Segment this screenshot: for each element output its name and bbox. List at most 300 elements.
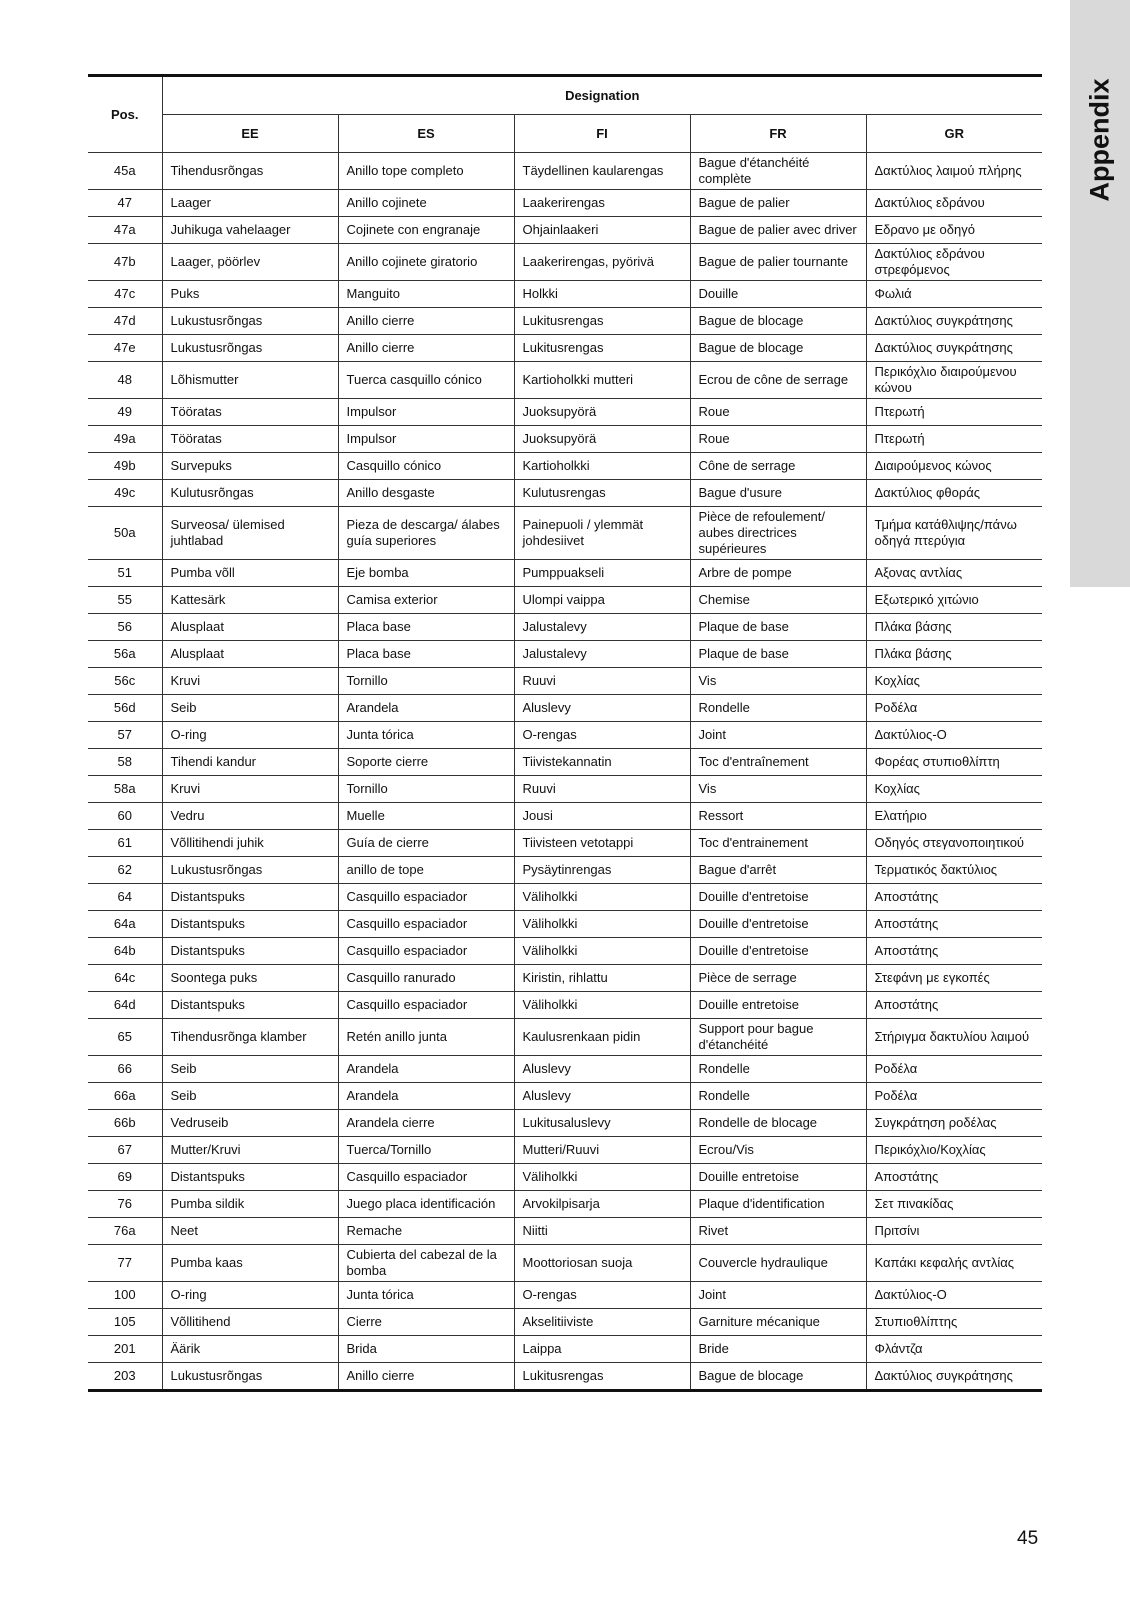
fi-cell: Ohjainlaakeri: [514, 217, 690, 244]
table-row: [88, 426, 1042, 453]
table-row: [88, 335, 1042, 362]
fr-cell: Joint: [690, 1282, 866, 1309]
table-row: [88, 1309, 1042, 1336]
fi-cell: Holkki: [514, 281, 690, 308]
fi-cell: Kartioholkki: [514, 453, 690, 480]
fi-cell: Täydellinen kaularengas: [514, 153, 690, 190]
gr-cell: Δακτύλιος συγκράτησης: [866, 1363, 1042, 1391]
ee-cell: Tihendi kandur: [162, 749, 338, 776]
ee-cell: Äärik: [162, 1336, 338, 1363]
fi-cell: Tiivistekannatin: [514, 749, 690, 776]
gr-cell: Οδηγός στεγανοποιητικού: [866, 830, 1042, 857]
pos-header: Pos.: [88, 76, 162, 153]
es-cell: Casquillo espaciador: [338, 884, 514, 911]
fr-cell: Bague d'usure: [690, 480, 866, 507]
es-cell: Casquillo ranurado: [338, 965, 514, 992]
ee-cell: Kruvi: [162, 776, 338, 803]
gr-cell: Πτερωτή: [866, 426, 1042, 453]
fr-cell: Rondelle: [690, 695, 866, 722]
fr-cell: Plaque de base: [690, 641, 866, 668]
fi-cell: Juoksupyörä: [514, 426, 690, 453]
es-cell: Muelle: [338, 803, 514, 830]
table-row: [88, 560, 1042, 587]
gr-cell: Αξονας αντλίας: [866, 560, 1042, 587]
gr-cell: Δακτύλιος φθοράς: [866, 480, 1042, 507]
fr-cell: Bague d'arrêt: [690, 857, 866, 884]
gr-cell: Αποστάτης: [866, 884, 1042, 911]
es-cell: Casquillo cónico: [338, 453, 514, 480]
es-cell: Impulsor: [338, 399, 514, 426]
pos-cell: 66b: [88, 1110, 162, 1137]
es-cell: Anillo cojinete: [338, 190, 514, 217]
table-row: [88, 217, 1042, 244]
fr-cell: Arbre de pompe: [690, 560, 866, 587]
ee-cell: Seib: [162, 695, 338, 722]
gr-cell: Πλάκα βάσης: [866, 614, 1042, 641]
table-row: [88, 830, 1042, 857]
table-row: [88, 1282, 1042, 1309]
ee-cell: O-ring: [162, 722, 338, 749]
column-header-fi: FI: [514, 115, 690, 153]
fr-cell: Bague de palier: [690, 190, 866, 217]
pos-cell: 58: [88, 749, 162, 776]
table-row: [88, 190, 1042, 217]
pos-cell: 61: [88, 830, 162, 857]
es-cell: Tuerca casquillo cónico: [338, 362, 514, 399]
table-row: [88, 1245, 1042, 1282]
gr-cell: Συγκράτηση ροδέλας: [866, 1110, 1042, 1137]
gr-cell: Σετ πινακίδας: [866, 1191, 1042, 1218]
table-row: [88, 453, 1042, 480]
column-header-fr: FR: [690, 115, 866, 153]
gr-cell: Δακτύλιος εδράνου: [866, 190, 1042, 217]
table-row: [88, 695, 1042, 722]
fr-cell: Douille entretoise: [690, 992, 866, 1019]
pos-cell: 56c: [88, 668, 162, 695]
fr-cell: Rondelle: [690, 1056, 866, 1083]
fr-cell: Rivet: [690, 1218, 866, 1245]
fi-cell: Lukitusrengas: [514, 335, 690, 362]
pos-cell: 49b: [88, 453, 162, 480]
gr-cell: Ροδέλα: [866, 1056, 1042, 1083]
fi-cell: Lukitusrengas: [514, 308, 690, 335]
gr-cell: Πλάκα βάσης: [866, 641, 1042, 668]
table-row: [88, 614, 1042, 641]
gr-cell: Αποστάτης: [866, 911, 1042, 938]
ee-cell: Seib: [162, 1083, 338, 1110]
fr-cell: Chemise: [690, 587, 866, 614]
pos-cell: 64d: [88, 992, 162, 1019]
ee-cell: Neet: [162, 1218, 338, 1245]
fr-cell: Douille d'entretoise: [690, 938, 866, 965]
gr-cell: Εξωτερικό χιτώνιο: [866, 587, 1042, 614]
pos-cell: 65: [88, 1019, 162, 1056]
es-cell: Arandela: [338, 1056, 514, 1083]
fr-cell: Support pour bague d'étanchéité: [690, 1019, 866, 1056]
pos-cell: 47b: [88, 244, 162, 281]
fr-cell: Toc d'entrainement: [690, 830, 866, 857]
es-cell: Casquillo espaciador: [338, 911, 514, 938]
ee-cell: Lõhismutter: [162, 362, 338, 399]
fr-cell: Vis: [690, 668, 866, 695]
fr-cell: Cône de serrage: [690, 453, 866, 480]
fi-cell: Jousi: [514, 803, 690, 830]
fi-cell: Aluslevy: [514, 1056, 690, 1083]
es-cell: Cierre: [338, 1309, 514, 1336]
fi-cell: Pysäytinrengas: [514, 857, 690, 884]
table-row: [88, 911, 1042, 938]
fr-cell: Ressort: [690, 803, 866, 830]
gr-cell: Αποστάτης: [866, 992, 1042, 1019]
pos-cell: 57: [88, 722, 162, 749]
es-cell: Eje bomba: [338, 560, 514, 587]
ee-cell: Distantspuks: [162, 1164, 338, 1191]
fr-cell: Bague de palier tournante: [690, 244, 866, 281]
es-cell: Manguito: [338, 281, 514, 308]
ee-cell: Kulutusrõngas: [162, 480, 338, 507]
es-cell: Cubierta del cabezal de la bomba: [338, 1245, 514, 1282]
page-number: 45: [1017, 1528, 1039, 1549]
appendix-label: Appendix: [1084, 78, 1115, 202]
table-row: [88, 153, 1042, 190]
ee-cell: Seib: [162, 1056, 338, 1083]
pos-cell: 77: [88, 1245, 162, 1282]
pos-cell: 47d: [88, 308, 162, 335]
column-header-ee: EE: [162, 115, 338, 153]
column-header-es: ES: [338, 115, 514, 153]
ee-cell: Mutter/Kruvi: [162, 1137, 338, 1164]
table-row: [88, 1056, 1042, 1083]
gr-cell: Φωλιά: [866, 281, 1042, 308]
ee-cell: Alusplaat: [162, 641, 338, 668]
pos-cell: 56d: [88, 695, 162, 722]
es-cell: Impulsor: [338, 426, 514, 453]
ee-cell: O-ring: [162, 1282, 338, 1309]
pos-cell: 100: [88, 1282, 162, 1309]
ee-cell: Pumba võll: [162, 560, 338, 587]
fi-cell: Tiivisteen vetotappi: [514, 830, 690, 857]
table-row: [88, 1137, 1042, 1164]
fr-cell: Vis: [690, 776, 866, 803]
gr-cell: Φορέας στυπιοθλίπτη: [866, 749, 1042, 776]
ee-cell: Tööratas: [162, 426, 338, 453]
es-cell: Placa base: [338, 641, 514, 668]
fi-cell: Jalustalevy: [514, 614, 690, 641]
es-cell: Retén anillo junta: [338, 1019, 514, 1056]
gr-cell: Περικόχλιο διαιρούμενου κώνου: [866, 362, 1042, 399]
fr-cell: Pièce de refoulement/ aubes directrices supérieures: [690, 507, 866, 560]
pos-cell: 76a: [88, 1218, 162, 1245]
fr-cell: Garniture mécanique: [690, 1309, 866, 1336]
fr-cell: Douille: [690, 281, 866, 308]
fi-cell: Painepuoli / ylemmät johdesiivet: [514, 507, 690, 560]
es-cell: Guía de cierre: [338, 830, 514, 857]
ee-cell: Vedru: [162, 803, 338, 830]
gr-cell: Δακτύλιος συγκράτησης: [866, 308, 1042, 335]
pos-cell: 62: [88, 857, 162, 884]
es-cell: Anillo desgaste: [338, 480, 514, 507]
fi-cell: Lukitusaluslevy: [514, 1110, 690, 1137]
table-header: [88, 76, 1042, 153]
table-row: [88, 641, 1042, 668]
es-cell: Casquillo espaciador: [338, 992, 514, 1019]
fr-cell: Rondelle de blocage: [690, 1110, 866, 1137]
table-row: [88, 965, 1042, 992]
pos-cell: 55: [88, 587, 162, 614]
ee-cell: Võllitihend: [162, 1309, 338, 1336]
gr-cell: Στεφάνη με εγκοπές: [866, 965, 1042, 992]
ee-cell: Võllitihendi juhik: [162, 830, 338, 857]
gr-cell: Αποστάτης: [866, 938, 1042, 965]
fr-cell: Roue: [690, 399, 866, 426]
fi-cell: Ulompi vaippa: [514, 587, 690, 614]
table-row: [88, 776, 1042, 803]
ee-cell: Distantspuks: [162, 911, 338, 938]
es-cell: Cojinete con engranaje: [338, 217, 514, 244]
ee-cell: Distantspuks: [162, 992, 338, 1019]
pos-cell: 69: [88, 1164, 162, 1191]
es-cell: Anillo tope completo: [338, 153, 514, 190]
table-row: [88, 1336, 1042, 1363]
pos-cell: 49a: [88, 426, 162, 453]
ee-cell: Surveosa/ ülemised juhtlabad: [162, 507, 338, 560]
pos-cell: 49: [88, 399, 162, 426]
fi-cell: Lukitusrengas: [514, 1363, 690, 1391]
es-cell: Anillo cojinete giratorio: [338, 244, 514, 281]
fi-cell: Väliholkki: [514, 884, 690, 911]
es-cell: Casquillo espaciador: [338, 1164, 514, 1191]
es-cell: Pieza de descarga/ álabes guía superiores: [338, 507, 514, 560]
es-cell: Arandela cierre: [338, 1110, 514, 1137]
table-row: [88, 507, 1042, 560]
fr-cell: Ecrou/Vis: [690, 1137, 866, 1164]
fi-cell: Jalustalevy: [514, 641, 690, 668]
fr-cell: Bride: [690, 1336, 866, 1363]
ee-cell: Kruvi: [162, 668, 338, 695]
gr-cell: Δακτύλιος συγκράτησης: [866, 335, 1042, 362]
es-cell: Tornillo: [338, 668, 514, 695]
pos-cell: 49c: [88, 480, 162, 507]
gr-cell: Εδρανο με οδηγό: [866, 217, 1042, 244]
table-row: [88, 244, 1042, 281]
gr-cell: Τμήμα κατάθλιψης/πάνω οδηγά πτερύγια: [866, 507, 1042, 560]
ee-cell: Distantspuks: [162, 938, 338, 965]
table-row: [88, 1363, 1042, 1391]
table-row: [88, 362, 1042, 399]
fi-cell: Niitti: [514, 1218, 690, 1245]
pos-cell: 64c: [88, 965, 162, 992]
ee-cell: Tööratas: [162, 399, 338, 426]
ee-cell: Lukustusrõngas: [162, 1363, 338, 1391]
ee-cell: Vedruseib: [162, 1110, 338, 1137]
gr-cell: Στυπιοθλίπτης: [866, 1309, 1042, 1336]
gr-cell: Πτερωτή: [866, 399, 1042, 426]
es-cell: Placa base: [338, 614, 514, 641]
pos-cell: 47a: [88, 217, 162, 244]
es-cell: Juego placa identificación: [338, 1191, 514, 1218]
fr-cell: Plaque de base: [690, 614, 866, 641]
es-cell: Anillo cierre: [338, 308, 514, 335]
ee-cell: Alusplaat: [162, 614, 338, 641]
gr-cell: Διαιρούμενος κώνος: [866, 453, 1042, 480]
gr-cell: Αποστάτης: [866, 1164, 1042, 1191]
table-row: [88, 399, 1042, 426]
fr-cell: Rondelle: [690, 1083, 866, 1110]
ee-cell: Lukustusrõngas: [162, 335, 338, 362]
table-row: [88, 857, 1042, 884]
gr-cell: Ροδέλα: [866, 1083, 1042, 1110]
ee-cell: Distantspuks: [162, 884, 338, 911]
fi-cell: O-rengas: [514, 1282, 690, 1309]
es-cell: Anillo cierre: [338, 1363, 514, 1391]
ee-cell: Tihendusrõnga klamber: [162, 1019, 338, 1056]
fr-cell: Ecrou de cône de serrage: [690, 362, 866, 399]
fi-cell: Laippa: [514, 1336, 690, 1363]
es-cell: Junta tórica: [338, 722, 514, 749]
fi-cell: Laakerirengas, pyörivä: [514, 244, 690, 281]
fr-cell: Couvercle hydraulique: [690, 1245, 866, 1282]
gr-cell: Κοχλίας: [866, 776, 1042, 803]
gr-cell: Ελατήριο: [866, 803, 1042, 830]
table-row: [88, 480, 1042, 507]
fi-cell: Väliholkki: [514, 992, 690, 1019]
table-row: [88, 992, 1042, 1019]
pos-cell: 60: [88, 803, 162, 830]
gr-cell: Καπάκι κεφαλής αντλίας: [866, 1245, 1042, 1282]
pos-cell: 105: [88, 1309, 162, 1336]
fr-cell: Joint: [690, 722, 866, 749]
table-row: [88, 1191, 1042, 1218]
fr-cell: Douille d'entretoise: [690, 884, 866, 911]
gr-cell: Κοχλίας: [866, 668, 1042, 695]
ee-cell: Laager, pöörlev: [162, 244, 338, 281]
pos-cell: 67: [88, 1137, 162, 1164]
pos-cell: 76: [88, 1191, 162, 1218]
pos-cell: 47c: [88, 281, 162, 308]
ee-cell: Juhikuga vahelaager: [162, 217, 338, 244]
gr-cell: Πριτσίνι: [866, 1218, 1042, 1245]
table-row: [88, 281, 1042, 308]
fi-cell: Juoksupyörä: [514, 399, 690, 426]
pos-cell: 47e: [88, 335, 162, 362]
gr-cell: Στήριγμα δακτυλίου λαιμού: [866, 1019, 1042, 1056]
fr-cell: Bague de palier avec driver: [690, 217, 866, 244]
table-row: [88, 722, 1042, 749]
es-cell: Junta tórica: [338, 1282, 514, 1309]
fr-cell: Toc d'entraînement: [690, 749, 866, 776]
fi-cell: Laakerirengas: [514, 190, 690, 217]
table-row: [88, 668, 1042, 695]
gr-cell: Περικόχλιο/Κοχλίας: [866, 1137, 1042, 1164]
fi-cell: Kartioholkki mutteri: [514, 362, 690, 399]
table-row: [88, 587, 1042, 614]
fi-cell: Väliholkki: [514, 1164, 690, 1191]
fi-cell: Pumppuakseli: [514, 560, 690, 587]
es-cell: anillo de tope: [338, 857, 514, 884]
gr-cell: Δακτύλιος εδράνου στρεφόμενος: [866, 244, 1042, 281]
pos-cell: 47: [88, 190, 162, 217]
gr-cell: Δακτύλιος-O: [866, 722, 1042, 749]
designation-header: Designation: [162, 76, 1042, 115]
es-cell: Anillo cierre: [338, 335, 514, 362]
fr-cell: Bague de blocage: [690, 308, 866, 335]
parts-designation-table: [88, 74, 1042, 1392]
fr-cell: Plaque d'identification: [690, 1191, 866, 1218]
pos-cell: 201: [88, 1336, 162, 1363]
table-row: [88, 884, 1042, 911]
pos-cell: 50a: [88, 507, 162, 560]
fi-cell: Aluslevy: [514, 695, 690, 722]
fr-cell: Pièce de serrage: [690, 965, 866, 992]
ee-cell: Puks: [162, 281, 338, 308]
table-row: [88, 803, 1042, 830]
fi-cell: O-rengas: [514, 722, 690, 749]
pos-cell: 66a: [88, 1083, 162, 1110]
pos-cell: 66: [88, 1056, 162, 1083]
pos-cell: 56: [88, 614, 162, 641]
gr-cell: Φλάντζα: [866, 1336, 1042, 1363]
gr-cell: Ροδέλα: [866, 695, 1042, 722]
column-header-gr: GR: [866, 115, 1042, 153]
es-cell: Soporte cierre: [338, 749, 514, 776]
ee-cell: Survepuks: [162, 453, 338, 480]
es-cell: Remache: [338, 1218, 514, 1245]
fr-cell: Bague de blocage: [690, 1363, 866, 1391]
fi-cell: Mutteri/Ruuvi: [514, 1137, 690, 1164]
fi-cell: Moottoriosan suoja: [514, 1245, 690, 1282]
pos-cell: 56a: [88, 641, 162, 668]
es-cell: Arandela: [338, 695, 514, 722]
ee-cell: Laager: [162, 190, 338, 217]
fi-cell: Ruuvi: [514, 776, 690, 803]
fi-cell: Väliholkki: [514, 911, 690, 938]
gr-cell: Τερματικός δακτύλιος: [866, 857, 1042, 884]
fi-cell: Väliholkki: [514, 938, 690, 965]
table-row: [88, 938, 1042, 965]
ee-cell: Pumba sildik: [162, 1191, 338, 1218]
table-row: [88, 1218, 1042, 1245]
es-cell: Arandela: [338, 1083, 514, 1110]
fr-cell: Douille entretoise: [690, 1164, 866, 1191]
pos-cell: 45a: [88, 153, 162, 190]
pos-cell: 51: [88, 560, 162, 587]
ee-cell: Tihendusrõngas: [162, 153, 338, 190]
ee-cell: Lukustusrõngas: [162, 857, 338, 884]
pos-cell: 48: [88, 362, 162, 399]
table-row: [88, 1083, 1042, 1110]
pos-cell: 203: [88, 1363, 162, 1391]
fi-cell: Akselitiiviste: [514, 1309, 690, 1336]
fi-cell: Kiristin, rihlattu: [514, 965, 690, 992]
table-body: [88, 153, 1042, 1391]
ee-cell: Lukustusrõngas: [162, 308, 338, 335]
ee-cell: Soontega puks: [162, 965, 338, 992]
table-row: [88, 1164, 1042, 1191]
table-row: [88, 749, 1042, 776]
ee-cell: Pumba kaas: [162, 1245, 338, 1282]
es-cell: Casquillo espaciador: [338, 938, 514, 965]
gr-cell: Δακτύλιος λαιμού πλήρης: [866, 153, 1042, 190]
fr-cell: Roue: [690, 426, 866, 453]
fr-cell: Bague de blocage: [690, 335, 866, 362]
fi-cell: Kulutusrengas: [514, 480, 690, 507]
table-row: [88, 1110, 1042, 1137]
fi-cell: Arvokilpisarja: [514, 1191, 690, 1218]
fr-cell: Bague d'étanchéité complète: [690, 153, 866, 190]
gr-cell: Δακτύλιος-O: [866, 1282, 1042, 1309]
pos-cell: 64a: [88, 911, 162, 938]
pos-cell: 64b: [88, 938, 162, 965]
